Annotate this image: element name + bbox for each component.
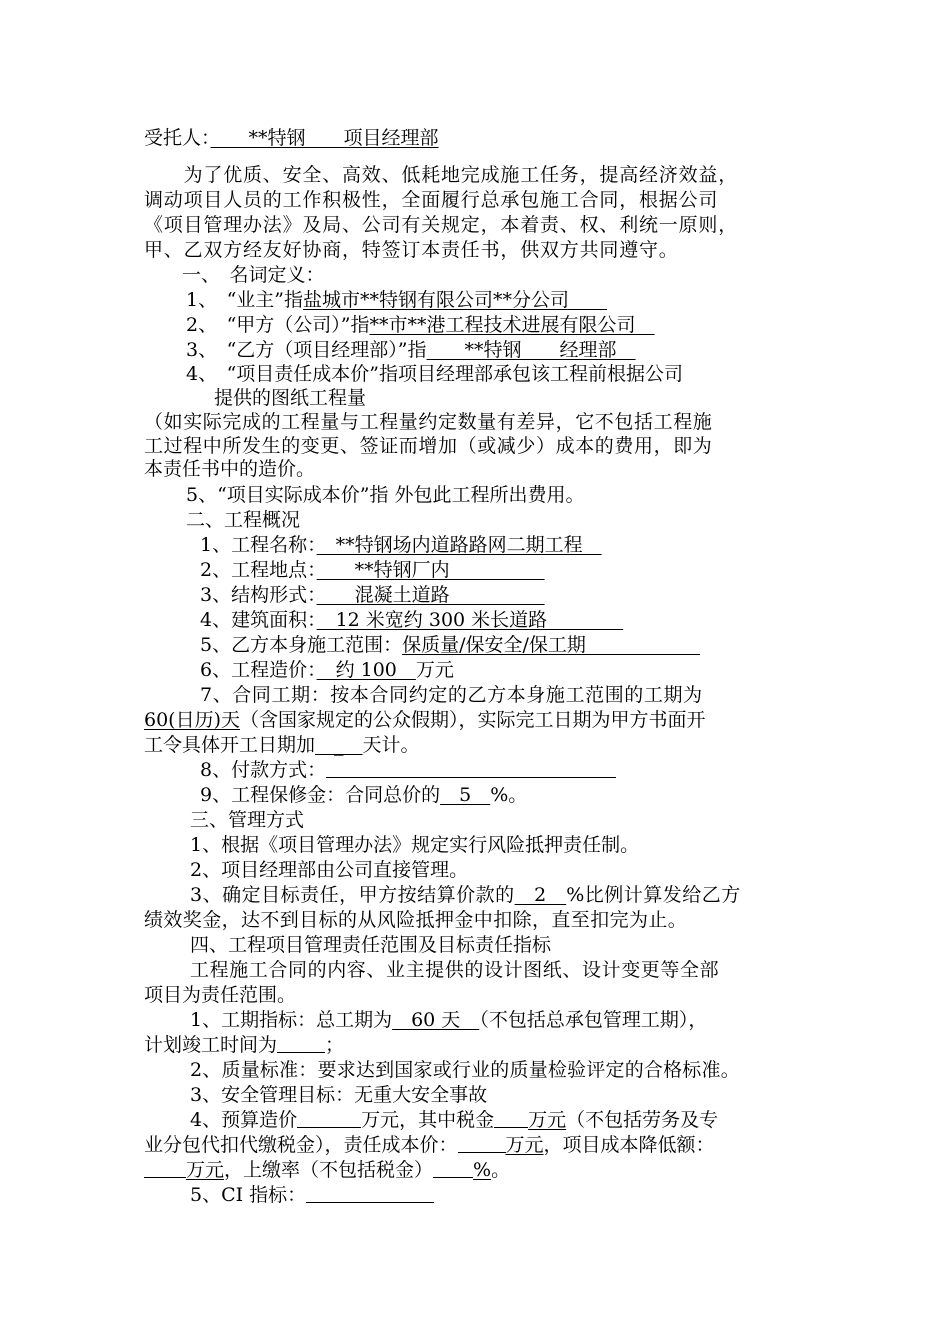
project-cost	[200, 658, 454, 682]
completion-date-blank	[277, 1034, 325, 1053]
budget-cost	[190, 1108, 718, 1132]
cost-reduction-blank	[144, 1159, 186, 1178]
responsibility-cost-blank	[458, 1134, 506, 1153]
trustee-line	[144, 126, 439, 150]
project-cost-unit: 万元	[415, 659, 454, 681]
safety-target: 3、安全管理目标：无重大安全事故	[190, 1084, 488, 1106]
construction-scope-label: 5、乙方本身施工范围：	[200, 634, 403, 656]
contract-period-start-label: 工令具体开工日期加	[144, 734, 316, 756]
contract-period-cont-2	[144, 733, 420, 757]
project-name	[200, 533, 602, 557]
preamble-line-2: 调动项目人员的工作积极性，全面履行总承包施工合同，根据公司	[144, 189, 719, 211]
responsibility-cost-label: 业分包代扣代缴税金），责任成本价：	[144, 1134, 458, 1156]
tax-unit: 万元	[528, 1109, 567, 1131]
construction-scope-value: 保质量/保安全/保工期	[402, 634, 700, 656]
warranty-deposit-unit: %。	[490, 784, 528, 806]
preamble-line-3: 《项目管理办法》及局、公司有关规定，本着责、权、利统一原则，	[144, 214, 739, 236]
budget-cost-label: 4、预算造价	[190, 1109, 298, 1131]
management-item-2: 2、项目经理部由公司直接管理。	[190, 859, 469, 881]
definition-party-a-label: 2、 “甲方（公司）”指	[186, 314, 370, 336]
tax-label: 万元，其中税金	[361, 1109, 495, 1131]
project-cost-value: 约 100	[316, 659, 416, 681]
project-location	[200, 558, 545, 582]
definition-owner	[186, 288, 607, 312]
trustee-label: 受托人：	[144, 127, 211, 149]
building-area-value: 12 米宽约 300 米长道路	[316, 609, 624, 631]
cost-reduction	[144, 1158, 510, 1182]
definition-note-3: 本责任书中的造价。	[144, 458, 316, 480]
period-target-note: （不包括总承包管理工期），	[479, 1009, 708, 1031]
project-name-label: 1、工程名称：	[200, 534, 317, 556]
building-area-label: 4、建筑面积：	[200, 609, 317, 631]
completion-date-suffix: ；	[325, 1034, 345, 1056]
remittance-rate-suffix: 。	[491, 1159, 511, 1181]
definition-owner-label: 1、 “业主”指	[186, 289, 304, 311]
remittance-rate-blank	[433, 1159, 473, 1178]
contract-period-suffix: 天计。	[362, 734, 420, 756]
section-heading-overview: 二、工程概况	[186, 509, 301, 531]
section-heading-management: 三、管理方式	[190, 809, 305, 831]
definition-party-b-label: 3、 “乙方（项目经理部）”指	[186, 339, 427, 361]
section-heading-responsibility: 四、工程项目管理责任范围及目标责任指标	[190, 934, 552, 956]
remittance-rate-label: ，上缴率（不包括税金）	[224, 1159, 434, 1181]
preamble-line-4: 甲、乙双方经友好协商，特签订本责任书，供双方共同遵守。	[144, 239, 679, 261]
cost-reduction-unit: 万元	[186, 1159, 225, 1181]
definition-actual-cost: 5、“项目实际成本价”指 外包此工程所出费用。	[186, 484, 585, 506]
payment-method-blank	[326, 759, 616, 778]
preamble-line-1: 为了优质、安全、高效、低耗地完成施工任务，提高经济效益，	[144, 164, 739, 186]
structure-type-label: 3、结构形式：	[200, 584, 317, 606]
management-item-3-label: 3、确定目标责任，甲方按结算价款的	[190, 884, 515, 906]
payment-method	[200, 758, 616, 782]
remittance-rate-unit: %	[473, 1159, 492, 1181]
responsibility-scope-1: 工程施工合同的内容、业主提供的设计图纸、设计变更等全部	[190, 959, 720, 981]
project-location-value: **特钢厂内	[316, 559, 545, 581]
trustee-value: **特钢 项目经理部	[210, 127, 439, 149]
payment-method-label: 8、付款方式：	[200, 759, 327, 781]
period-target-value: 60 天	[392, 1009, 480, 1031]
management-item-3-suffix: %比例计算发给乙方	[566, 884, 741, 906]
period-target	[190, 1008, 707, 1032]
definition-owner-value: 盐城市**特钢有限公司**分公司	[303, 289, 608, 311]
definition-party-a	[186, 313, 655, 337]
completion-date-label: 计划竣工时间为	[144, 1034, 278, 1056]
quality-standard: 2、质量标准：要求达到国家或行业的质量检验评定的合格标准。	[190, 1059, 740, 1081]
period-target-label: 1、工期指标：总工期为	[190, 1009, 393, 1031]
definition-party-b-value: **特钢 经理部	[426, 339, 636, 361]
contract-period-days: 60(日历)天	[144, 709, 241, 731]
tax-blank	[494, 1109, 528, 1128]
responsibility-cost-unit: 万元	[505, 1134, 544, 1156]
project-cost-label: 6、工程造价：	[200, 659, 317, 681]
budget-cost-note: （不包括劳务及专	[566, 1109, 719, 1131]
contract-period: 7、合同工期：按本合同约定的乙方本身施工范围的工期为	[200, 684, 703, 706]
section-heading-definitions: 一、 名词定义：	[182, 264, 325, 286]
management-item-3-cont: 绩效奖金，达不到目标的从风险抵押金中扣除，直至扣完为止。	[144, 909, 688, 931]
management-item-3	[190, 883, 741, 907]
definition-party-b	[186, 338, 636, 362]
responsibility-scope-2: 项目为责任范围。	[144, 984, 297, 1006]
structure-type-value: 混凝土道路	[316, 584, 545, 606]
building-area	[200, 608, 623, 632]
ci-target	[190, 1183, 434, 1207]
contract-period-note: （含国家规定的公众假期），实际完工日期为甲方书面开	[240, 709, 706, 731]
warranty-deposit-value: 5	[440, 784, 491, 806]
warranty-deposit-label: 9、工程保修金：合同总价的	[200, 784, 441, 806]
contract-period-cont-1	[144, 708, 706, 732]
definition-party-a-value: **市**港工程技术进展有限公司	[369, 314, 655, 336]
ci-target-label: 5、CI 指标：	[190, 1184, 307, 1206]
definition-note-1: （如实际完成的工程量与工程量约定数量有差异，它不包括工程施	[144, 411, 713, 433]
project-name-value: **特钢场内道路路网二期工程	[316, 534, 602, 556]
structure-type	[200, 583, 545, 607]
contract-period-extra-days: _	[315, 734, 363, 756]
cost-reduction-label: ，项目成本降低额：	[543, 1134, 715, 1156]
budget-cost-blank	[297, 1109, 361, 1128]
project-location-label: 2、工程地点：	[200, 559, 317, 581]
warranty-deposit	[200, 783, 527, 807]
management-item-3-percent: 2	[514, 884, 567, 906]
ci-target-blank	[306, 1184, 434, 1203]
definition-cost-price: 4、 “项目责任成本价”指项目经理部承包该工程前根据公司	[186, 363, 684, 385]
management-item-1: 1、根据《项目管理办法》规定实行风险抵押责任制。	[190, 834, 640, 856]
definition-note-2: 工过程中所发生的变更、签证而增加（或减少）成本的费用，即为	[144, 435, 713, 457]
completion-date	[144, 1033, 344, 1057]
definition-cost-price-cont: 提供的图纸工程量	[214, 387, 367, 409]
construction-scope	[200, 633, 700, 657]
responsibility-cost	[144, 1133, 715, 1157]
